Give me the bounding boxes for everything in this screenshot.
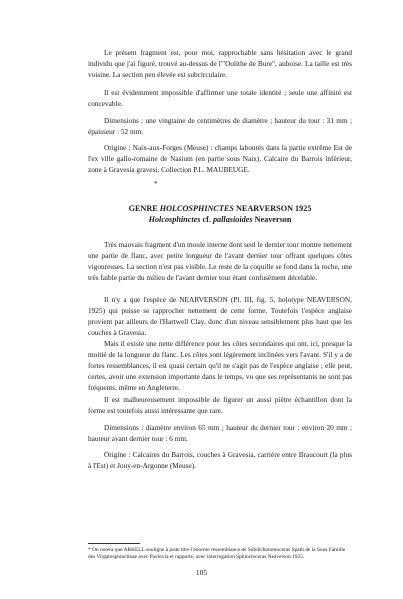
subheading-cf: cf. <box>200 215 213 224</box>
paragraph-dimensions-2: Dimensions : diamètre environ 65 mm ; hauteur du dernier tour : environ 20 mm ; hauteur avant dernier tour : 6 mm. <box>88 423 352 443</box>
page-number: 105 <box>195 568 208 577</box>
paragraph-description: Très mauvais fragment d'un moule interne dont seul le dernier tour montre nettement une partie de flanc, avec petite longueur de l'avant dernier tour offrant quelques côtes vigoureuses. La section n'est pas visible. Le reste de la coquille se fond dans la roche, une très faible partie du milieu de l'avant dernier tour étant confusément décelable. <box>88 240 352 282</box>
heading-genus: HOLCOSPHINCTES <box>159 204 234 213</box>
paragraph-fragment-comparison: Le présent fragment est, pour moi, rapprochable sans hésitation avec le grand individu que j'ai figuré, trouvé au-dessus de l'"Oolithe de Bure", auboise. La taille est très voisine. La section peu élevée est subcirculaire. <box>88 48 352 79</box>
footnote-rule <box>88 543 140 544</box>
subheading-species: pallasioides <box>212 215 253 224</box>
paragraph-affinity: Il est évidemment impossible d'affirmer une totale identité ; seule une affinité est concevable. <box>88 88 352 108</box>
section-heading <box>88 203 352 214</box>
footnote-text: * On notera que ARKELL souligne à juste titre l'énorme ressemblance de Subdichotomoceras Spath de la Sous Famille des Virgatosphinctinae avec Pavlovia et rapporte, avec interrogation Sphinctoceras Neaverson 1925. <box>88 547 346 561</box>
section-subheading <box>88 214 352 225</box>
asterisk-mark: * <box>154 180 158 188</box>
paragraph-differences: Mais il existe une nette différence pour les côtes secondaires qui ont, ici, presque la moitié de la longueur du flanc. Les côtes sont légèrement inclinées vers l'avant. S'il y a de fortes ressemblances, il est quasi certain qu'il ne s'agit pas de l'espèce anglaise ; elle peut, certes, avoir une extension importante dans le temps, vu que ses représentants ne sont pas fréquents, même en Angleterre. <box>88 339 352 392</box>
subheading-genus: Holcosphinctes <box>148 215 201 224</box>
paragraph-origin-1: Origine : Naix-aux-Forges (Meuse) : champs labourés dans la partie extrême Est de l'ex ville gallo-romaine de Nasium (en partie sous Naix). Calcaire du Barrois inférieur, zone à Gravesia gravesi, Collection P.L. MAUBEUGE. <box>88 143 352 174</box>
heading-genre: GENRE <box>128 204 160 213</box>
heading-author-year: NEARVERSON 1925 <box>233 204 312 213</box>
paragraph-origin-2: Origine : Calcaires du Barrois, couches à Gravesia, carrière entre Braucourt (la plus à l'Est) et Jouy-en-Argonne (Meuse). <box>88 450 352 470</box>
subheading-author: Neaverson <box>252 215 292 224</box>
paragraph-species-comparison: Il n'y a que l'espèce de NEARVERSON (Pl. III, fig. 5, holotype NEAVERSON, 1925) qui puisse se rapprocher nettement de cette forme. Toutefois l'espèce anglaise provient par ailleurs de l'Hartwell Clay, donc d'un niveau sensiblement plus haut que les couches à Gravesia. <box>88 295 352 337</box>
paragraph-specimen-note: Il est malheureusement impossible de figurer un aussi piètre échantillon dont la forme est toutefois aussi intéressante que rare. <box>88 395 352 415</box>
paragraph-dimensions-1: Dimensions : une vingtaine de centimètres de diamètre ; hauteur du tour : 31 mm ; épaisseur : 52 mm. <box>88 116 352 136</box>
